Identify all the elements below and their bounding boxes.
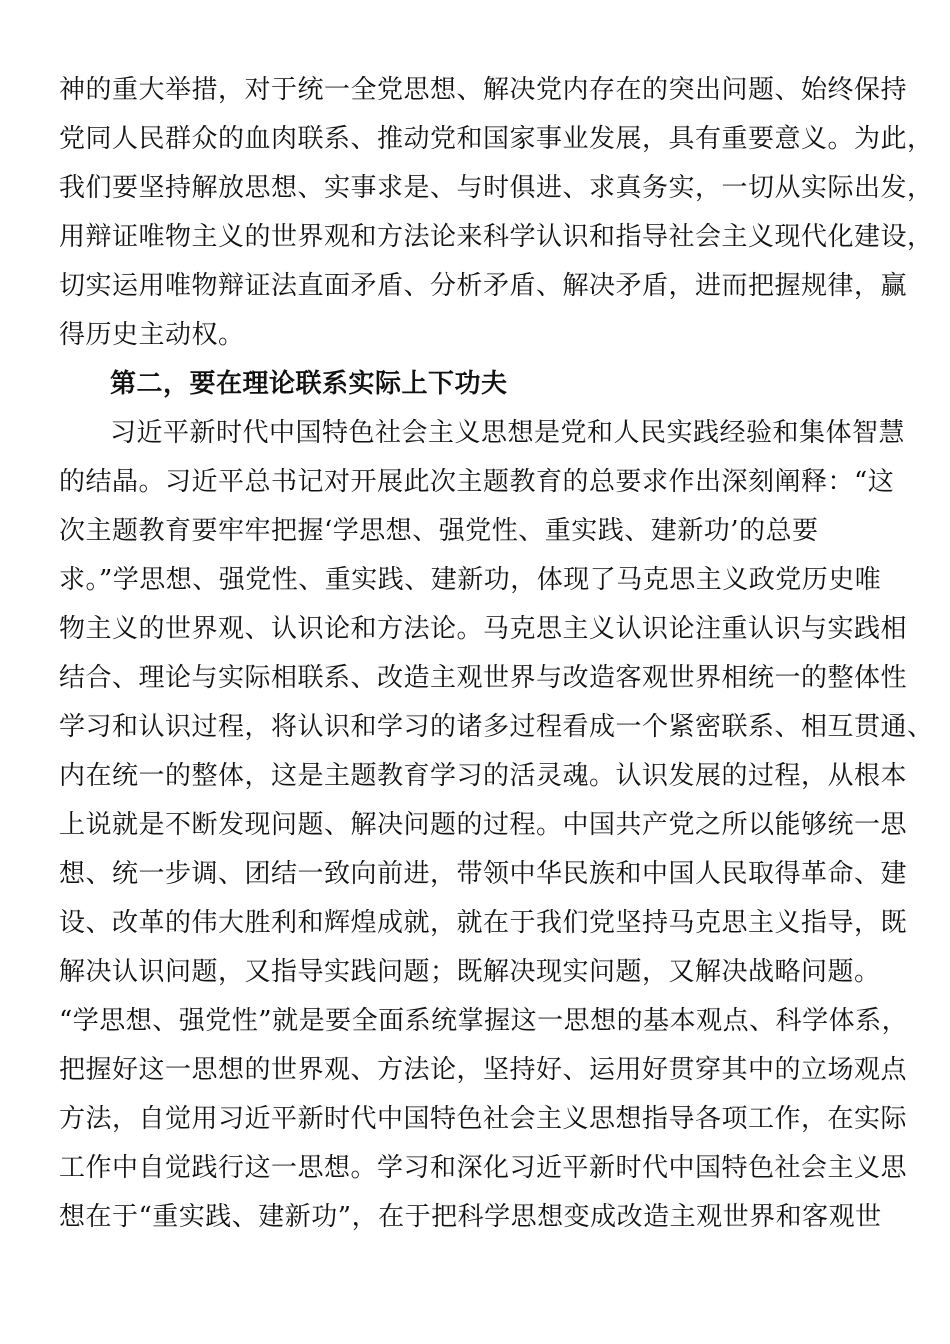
section-heading: 第二，要在理论联系实际上下功夫 [110,369,508,399]
text-line: 党同人民群众的血肉联系、推动党和国家事业发展，具有重要意义。为此， [59,124,934,154]
text-line: “学思想、强党性”就是要全面系统掌握这一思想的基本观点、科学体系， [59,1006,909,1036]
text-line: 物主义的世界观、认识论和方法论。马克思主义认识论注重认识与实践相 [59,614,908,644]
text-line: 得历史主动权。 [59,320,245,350]
text-line: 把握好这一思想的世界观、方法论，坚持好、运用好贯穿其中的立场观点 [59,1055,908,1085]
text-line: 工作中自觉践行这一思想。学习和深化习近平新时代中国特色社会主义思 [59,1153,908,1183]
text-line: 次主题教育要牢牢把握‘学思想、强党性、重实践、建新功’的总要 [59,516,819,546]
paragraph-first-line: 习近平新时代中国特色社会主义思想是党和人民实践经验和集体智慧 [110,418,906,448]
text-line: 的结晶。习近平总书记对开展此次主题教育的总要求作出深刻阐释：“这 [59,467,895,497]
text-line: 想、统一步调、团结一致向前进，带领中华民族和中国人民取得革命、建 [59,859,908,889]
text-line: 想在于“重实践、建新功”，在于把科学思想变成改造主观世界和客观世 [59,1202,882,1232]
text-line: 设、改革的伟大胜利和辉煌成就，就在于我们党坚持马克思主义指导，既 [59,908,908,938]
text-line: 用辩证唯物主义的世界观和方法论来科学认识和指导社会主义现代化建设， [59,222,934,252]
text-line: 学习和认识过程，将认识和学习的诸多过程看成一个紧密联系、相互贯通、 [59,712,934,742]
text-line: 切实运用唯物辩证法直面矛盾、分析矛盾、解决矛盾，进而把握规律，赢 [59,271,908,301]
text-line: 解决认识问题，又指导实践问题；既解决现实问题，又解决战略问题。 [59,957,881,987]
text-line: 上说就是不断发现问题、解决问题的过程。中国共产党之所以能够统一思 [59,810,908,840]
text-line: 方法，自觉用习近平新时代中国特色社会主义思想指导各项工作，在实际 [59,1104,908,1134]
text-line: 求。”学思想、强党性、重实践、建新功，体现了马克思主义政党历史唯 [59,565,882,595]
text-line: 我们要坚持解放思想、实事求是、与时俱进、求真务实，一切从实际出发， [59,173,934,203]
text-line: 神的重大举措，对于统一全党思想、解决党内存在的突出问题、始终保持 [59,75,908,105]
text-line: 结合、理论与实际相联系、改造主观世界与改造客观世界相统一的整体性 [59,663,908,693]
text-line: 内在统一的整体，这是主题教育学习的活灵魂。认识发展的过程，从根本 [59,761,908,791]
